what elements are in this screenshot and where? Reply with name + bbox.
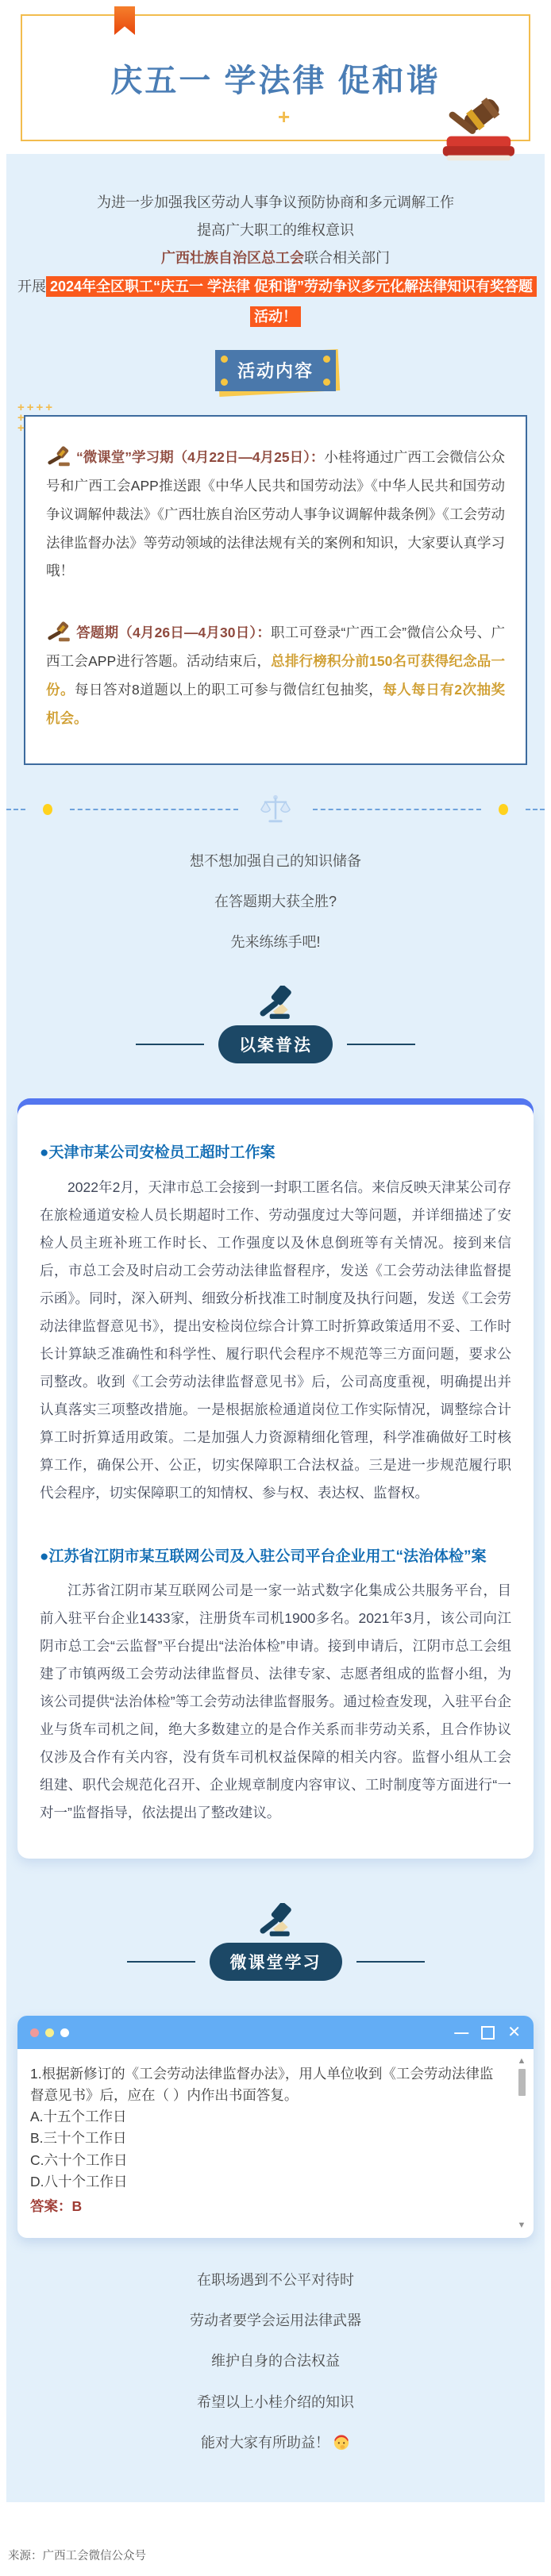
quiz-option-c: C.六十个工作日: [30, 2151, 128, 2168]
closing-line: 维护自身的合法权益: [211, 2353, 340, 2370]
pill-flank-line: [127, 1961, 195, 1963]
page-title: 庆五一 学法律 促和谐: [110, 63, 441, 98]
teaser-line: 先来练练手吧!: [230, 934, 321, 951]
divider-dash: [6, 809, 25, 810]
case-section-header: [6, 986, 545, 1063]
gavel-icon: [46, 446, 71, 467]
scroll-up-icon[interactable]: ▲: [517, 2056, 526, 2067]
intro-line-4-prefix: 开展: [17, 279, 46, 295]
closing-section: [6, 2266, 545, 2456]
teaser-section: [6, 848, 545, 956]
case-2-body: 江苏省江阴市某互联网公司是一家一站式数字化集成公共服务平台，目前入驻平台企业1433家，注册货车司机1900多名。2021年3月，该公司向江阴市总工会“云监督”平台提出“法治体检”申请。接到申请后，江阴市总工会组建了市镇两级工会劳动法律监督员、法律专家、志愿者组成的监督小组，为该公司提供“法治体检”等工会劳动法律监督服务。通过检查发现，入驻平台企业与货车司机之间，绝大多数建立的是合作关系而非劳动关系，且合作协议仅涉及合作有关内容，没有货车司机权益保障的相关内容。监督小组从工会组建、职代会规范化召开、企业规章制度内容审议、工时制度等方面进行“一对一”监督指导，依法提出了整改建议。: [40, 1582, 511, 1821]
intro-line-1: 为进一步加强我区劳动人事争议预防协商和多元调解工作: [97, 194, 454, 210]
case-1-body: 2022年2月，天津市总工会接到一封职工匿名信。来信反映天津某公司存在旅检通道安检人员长期超时工作、劳动强度过大等问题，并详细描述了安检人员主班补班工作时长、工作强度以及休息倒班等有关情况。接到来信后，市总工会及时启动工会劳动法律监督程序，发送《工会劳动法律监督提示函》。同时，深入研判、细致分析找准工时制度及执行问题，发送《工会劳动法律监督意见书》，提出安检岗位综合计算工时折算政策适用不妥、工作时长计算缺乏准确性和科学性、履行职代会程序不规范等三方面问题，要求公司整改。收到《工会劳动法律监督意见书》后，公司高度重视，明确提出并认真落实三项整改措施。一是根据旅检通道岗位工作实际情况，调整综合计算工时折算适用政策。二是加强人力资源精细化管理，科学准确做好工时核算工作，确保公开、公正，切实保障职工合法权益。三是进一步规范履行职代会程序，切实保障职工的知情权、参与权、表达权、监督权。: [40, 1178, 511, 1501]
case-1-title: ●天津市某公司安检员工超时工作案: [40, 1144, 276, 1162]
activity-detail-card: [17, 400, 527, 765]
prize-highlight-1: 总排行榜积分前150名可获得纪念品一份。: [46, 653, 505, 698]
traffic-dot-red-icon: [30, 2028, 39, 2037]
sign-rivet-icon: [323, 379, 330, 386]
divider-dot: [499, 804, 508, 815]
intro-section: [6, 189, 545, 333]
quiz-section-badge: 微课堂学习: [210, 1943, 342, 1981]
case-section-badge: 以案普法: [218, 1025, 333, 1063]
minimize-button[interactable]: —: [454, 2024, 469, 2041]
quiz-option-b: B.三十个工作日: [30, 2130, 127, 2147]
quiz-option-a: A.十五个工作日: [30, 2109, 127, 2125]
sign-label: 活动内容: [215, 350, 336, 391]
quiz-section-header: [6, 1903, 545, 1981]
browser-title-bar: [17, 2016, 534, 2049]
scroll-down-icon[interactable]: ▼: [517, 2220, 526, 2230]
activity-name-highlight: 2024年全区职工“庆五一 学法律 促和谐”劳动争议多元化解法律知识有奖答题活动！: [46, 276, 537, 327]
intro-line-4: [17, 272, 534, 333]
pill-flank-line: [136, 1044, 204, 1045]
teaser-line: 在答题期大获全胜?: [214, 893, 337, 909]
divider-dot: [43, 804, 52, 815]
micro-class-period-heading: “微课堂”学习期（4月22日—4月25日）：: [76, 448, 325, 465]
case-1: [40, 1141, 511, 1506]
plus-cluster-decoration: ++++ + +: [17, 400, 56, 435]
answer-period-heading: 答题期（4月26日—4月30日）：: [76, 625, 272, 641]
traffic-dot-yellow-icon: [45, 2028, 54, 2037]
scrollbar[interactable]: [516, 2057, 527, 2230]
quiz-content: [17, 2049, 534, 2238]
divider-dash: [70, 809, 238, 810]
case-card: [17, 1105, 534, 1859]
sign-rivet-icon: [323, 356, 330, 363]
navy-gavel-icon: [256, 986, 295, 1019]
close-button[interactable]: ✕: [507, 2024, 521, 2042]
case-card-topbar: [17, 1098, 534, 1859]
teaser-line: 想不想加强自己的知识储备: [190, 852, 361, 869]
closing-line: 希望以上小桂介绍的知识: [197, 2393, 354, 2410]
window-controls: [441, 2024, 521, 2040]
answer-period-body-1: 职工可登录“广西工会”微信公众号、广西工会APP进行答题。活动结束后，: [46, 625, 505, 670]
organizer-name: 广西壮族自治区总工会: [161, 250, 304, 267]
article-panel: [6, 6, 545, 2502]
answer-period-body-2: 每日答对8道题以上的职工可参与微信红包抽奖，: [75, 682, 383, 698]
section-sign-wrap: [6, 350, 545, 391]
maximize-button[interactable]: [481, 2026, 495, 2040]
plus-decoration: +: [278, 105, 291, 129]
pill-flank-line: [356, 1961, 425, 1963]
header-banner: [6, 6, 545, 154]
closing-line: 劳动者要学会运用法律武器: [190, 2313, 361, 2329]
closing-line-text: 能对大家有所助益！: [201, 2434, 329, 2451]
gavel-icon: [46, 621, 71, 642]
quiz-question: 1.根据新修订的《工会劳动法律监督办法》，用人单位收到《工会劳动法律监督意见书》后，应在（ ）内作出书面答复。: [30, 2066, 494, 2104]
sign-rivet-icon: [221, 379, 228, 386]
scrollbar-thumb[interactable]: [518, 2069, 526, 2096]
divider-dash: [313, 809, 481, 810]
navy-gavel-icon: [256, 1903, 295, 1936]
activity-paragraph-1: [46, 444, 505, 586]
intro-line-3: [17, 244, 534, 272]
pill-flank-line: [347, 1044, 415, 1045]
divider-dash: [526, 809, 545, 810]
intro-line-2: 提高广大职工的维权意识: [197, 222, 354, 239]
quiz-answer: 答案：B: [30, 2197, 83, 2214]
intro-line-3-rest: 联合相关部门: [304, 250, 390, 267]
scales-divider: [6, 792, 545, 827]
activity-content-sign: [215, 350, 336, 391]
striving-face-emoji: [333, 2433, 350, 2451]
case-pill-row: [121, 1025, 430, 1063]
quiz-pill-row: [113, 1943, 439, 1981]
case-2-title: ●江苏省江阴市某互联网公司及入驻公司平台企业用工“法治体检”案: [40, 1548, 487, 1565]
case-2: [40, 1545, 511, 1827]
scales-of-justice-icon: [259, 793, 292, 826]
quiz-option-d: D.八十个工作日: [30, 2173, 128, 2190]
activity-paragraph-2: [46, 619, 505, 733]
micro-class-period-body: 小桂将通过广西工会微信公众号和广西工会APP推送跟《中华人民共和国劳动法》《中华人民共和国劳动争议调解仲裁法》《广西壮族自治区劳动人事争议调解仲裁条例》《工会劳动法律监督办法》等劳动领域的法律法规有关的案例和知识，大家要认真学习哦！: [46, 448, 505, 579]
closing-line: 在职场遇到不公平对待时: [197, 2271, 354, 2288]
traffic-dot-white-icon: [60, 2028, 69, 2037]
quiz-browser-window: [17, 2016, 534, 2238]
gavel-books-illustration-icon: [426, 92, 527, 168]
closing-line-last: [6, 2429, 545, 2456]
source-footer: 来源：广西工会微信公众号: [0, 2509, 551, 2576]
prize-highlight-2: 每人每日有2次抽奖机会。: [46, 682, 506, 726]
sign-rivet-icon: [221, 356, 228, 363]
